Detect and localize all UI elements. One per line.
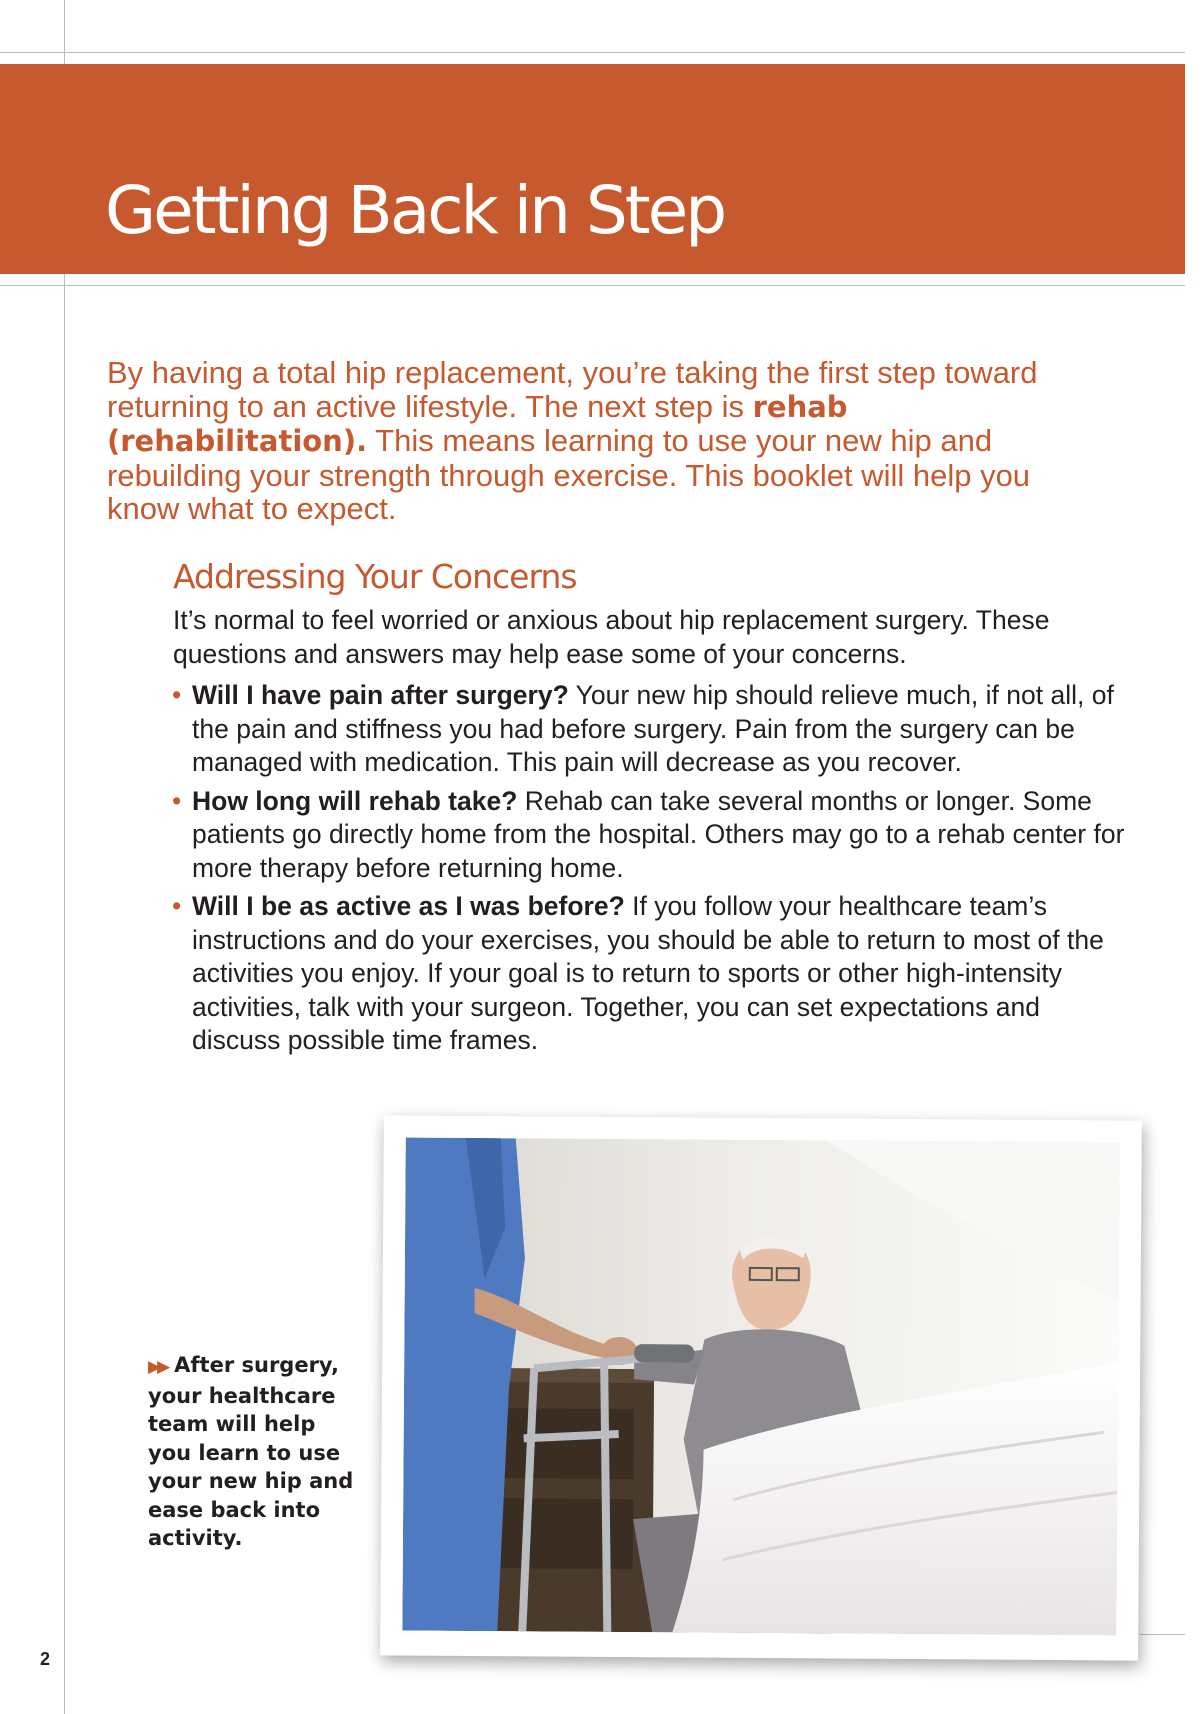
qa-item-activity bbox=[170, 890, 1130, 1058]
qa-answer: If you follow your healthcare team’s instructions and do your exercises, you should be able to return to most of the activities you enjoy. If your goal is to return to sports or other high-intensity activities, talk with your surgeon. Together, you can set expectations and discuss possible time frames. bbox=[192, 891, 1104, 1055]
footer-rule bbox=[1140, 1634, 1185, 1635]
qa-question: Will I have pain after surgery? bbox=[192, 680, 569, 710]
bullet-icon: • bbox=[172, 891, 182, 921]
intro-text: By having a total hip replacement, you’re taking the first step toward returning to an active lifestyle. The next step is bbox=[107, 355, 1038, 424]
page-title: Getting Back in Step bbox=[105, 172, 725, 249]
caption-text: After surgery, your healthcare team will help you learn to use your new hip and ease back into activity. bbox=[148, 1353, 354, 1550]
qa-item-rehab-length bbox=[170, 785, 1130, 886]
photo-illustration bbox=[402, 1138, 1119, 1636]
section-heading: Addressing Your Concerns bbox=[173, 557, 577, 596]
photo-frame bbox=[380, 1115, 1142, 1660]
top-rule bbox=[0, 52, 1185, 53]
qa-question: Will I be as active as I was before? bbox=[192, 891, 625, 921]
intro-bold-term: rehab (rehabilitation). bbox=[107, 389, 848, 458]
qa-item-pain bbox=[170, 679, 1130, 780]
banner-bottom-rule bbox=[0, 285, 1185, 286]
qa-answer: Rehab can take several months or longer. Some patients go directly home from the hospital. Others may go to a rehab center for more therapy before returning home. bbox=[192, 785, 1125, 883]
photo-caption bbox=[148, 1351, 363, 1553]
photo-nurse-helping-patient-with-walker bbox=[402, 1138, 1119, 1636]
page-number: 2 bbox=[40, 1649, 51, 1669]
qa-list bbox=[170, 679, 1130, 1063]
section-lead: It’s normal to feel worried or anxious about hip replacement surgery. These questions and answers may help ease some of your concerns. bbox=[173, 605, 1050, 669]
qa-answer: Your new hip should relieve much, if not all, of the pain and stiffness you had before surgery. Pain from the surgery can be managed with medication. This pain will decrease as you recover. bbox=[192, 680, 1114, 777]
intro-text-continued: This means learning to use your new hip and rebuilding your strength through exercise. This booklet will help you know what to expect. bbox=[107, 423, 1031, 526]
bullet-icon: • bbox=[172, 785, 182, 816]
qa-question: How long will rehab take? bbox=[192, 785, 518, 816]
title-banner bbox=[0, 64, 1185, 274]
bullet-icon: • bbox=[172, 680, 182, 710]
intro-paragraph bbox=[107, 356, 1067, 526]
double-arrow-icon: ▶▶ bbox=[148, 1357, 167, 1377]
